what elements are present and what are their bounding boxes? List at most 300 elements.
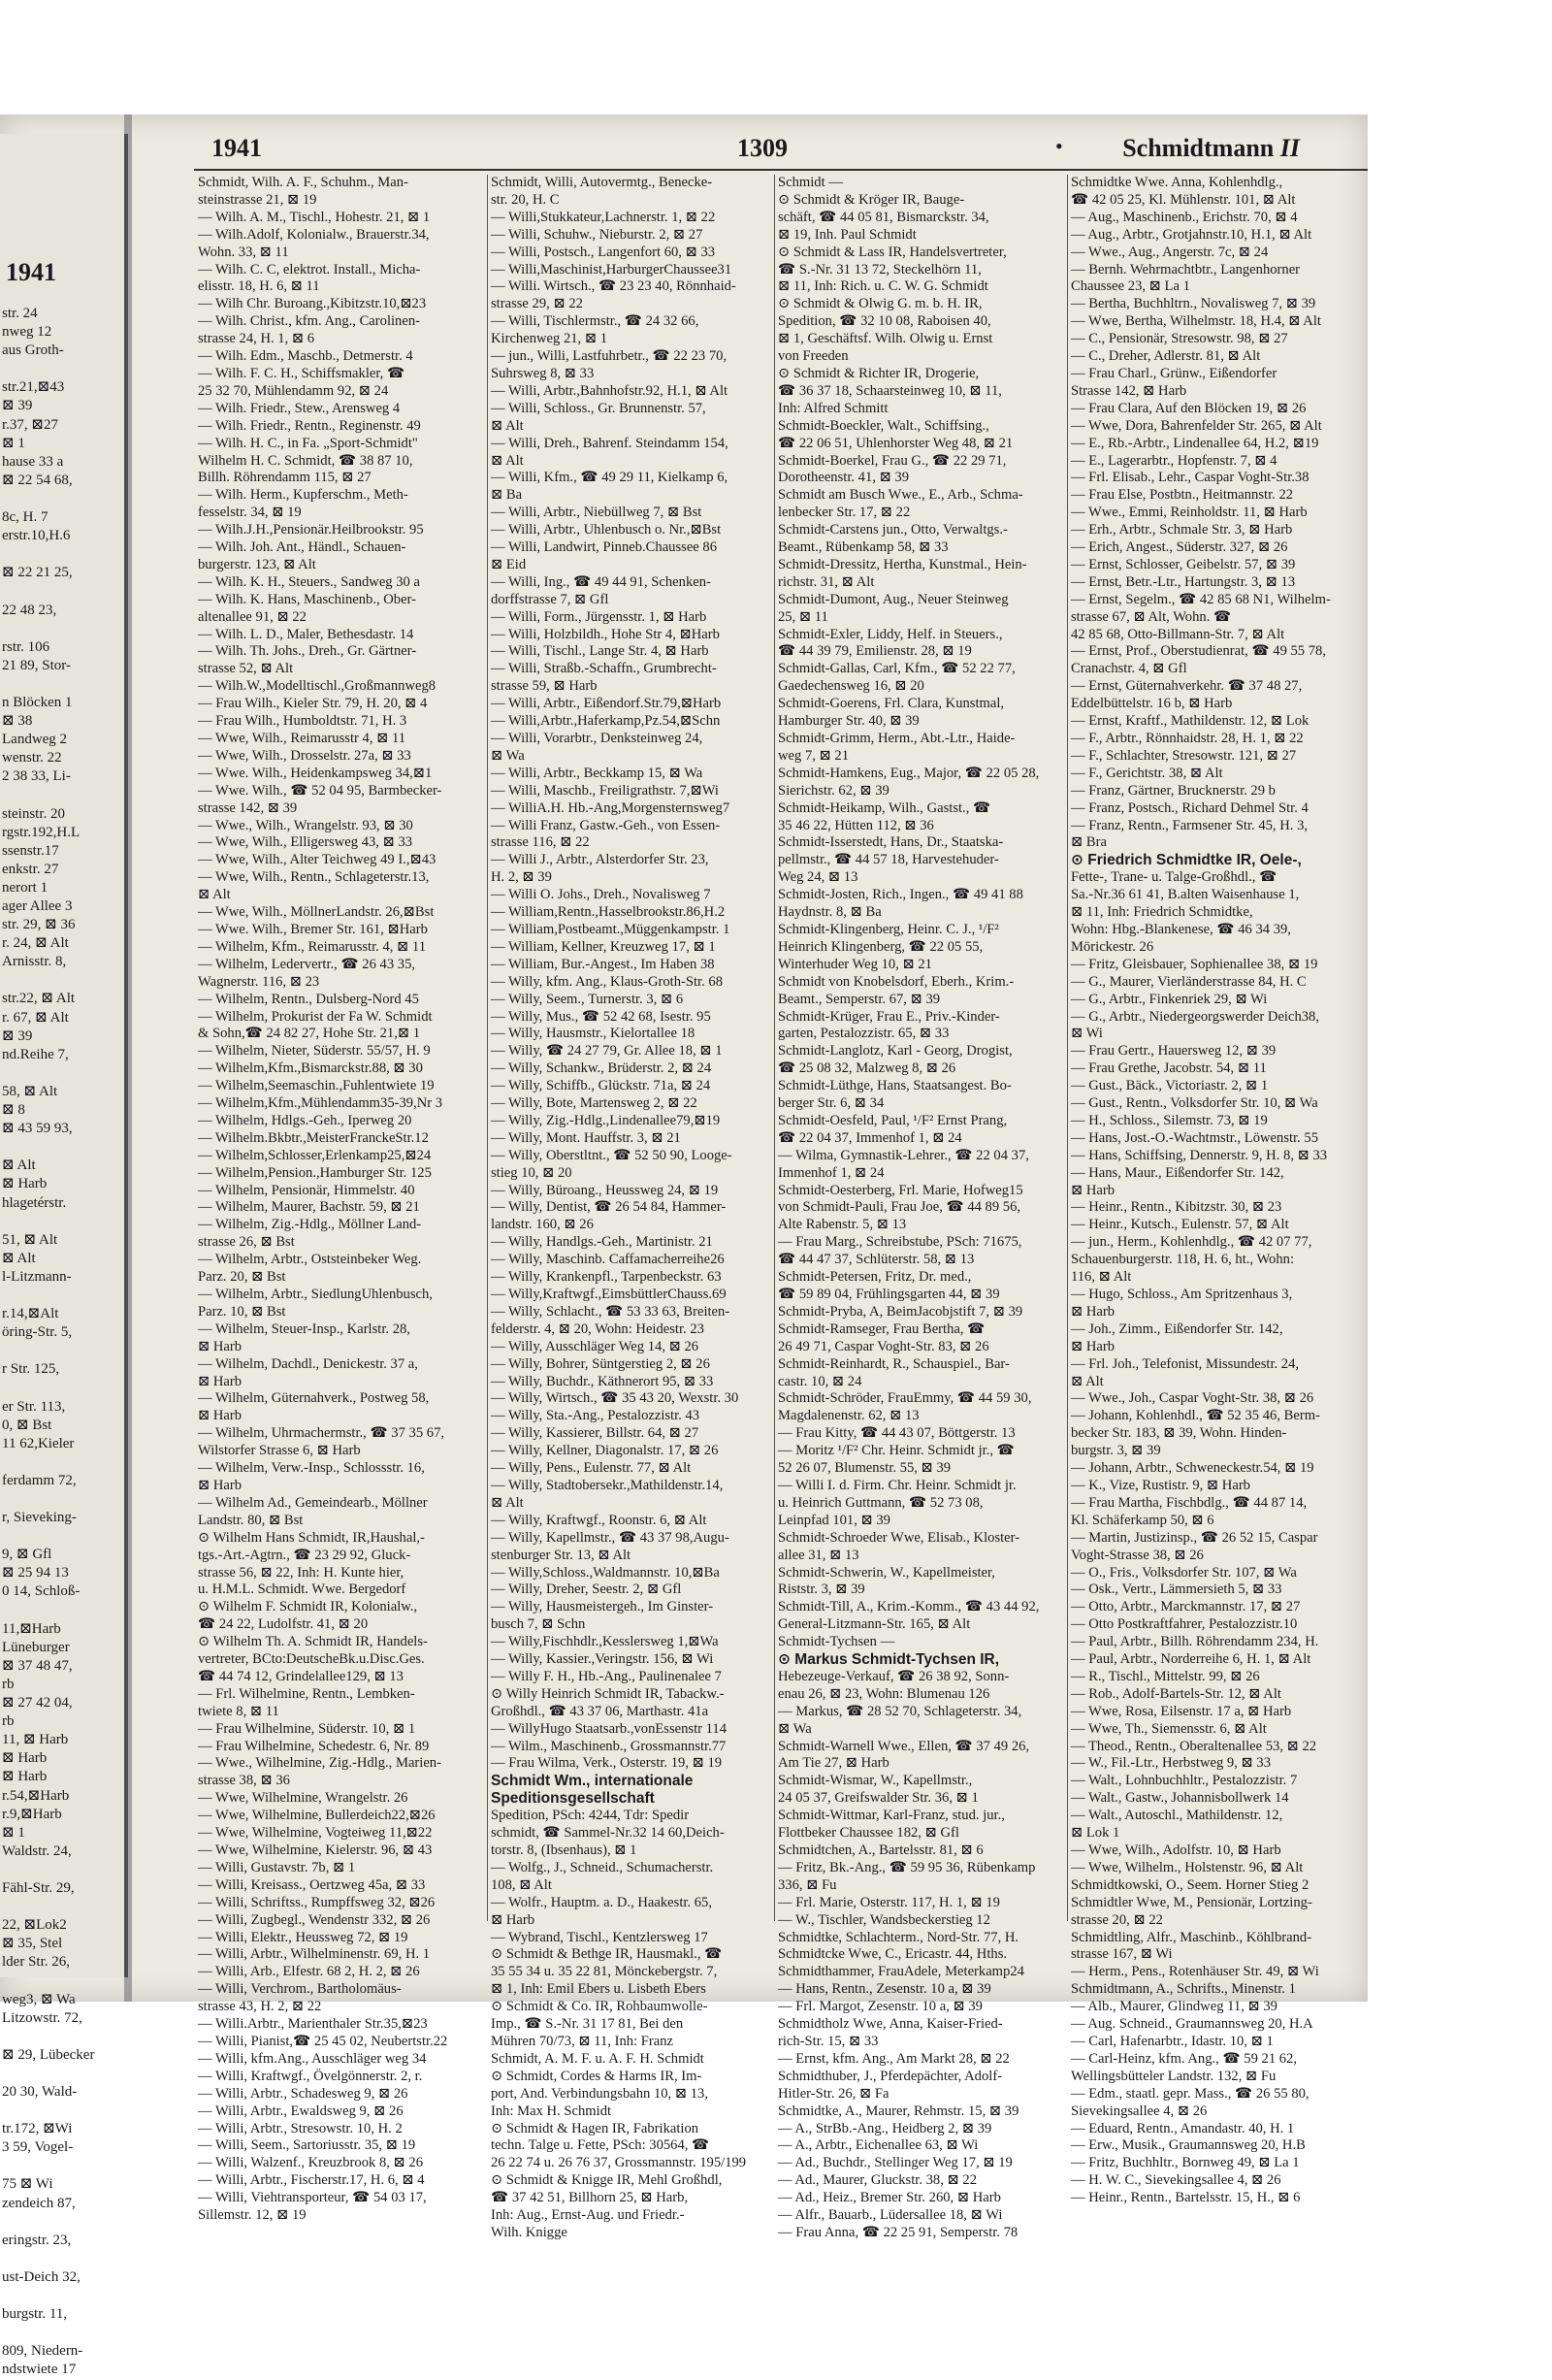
directory-entry-line: — A., StrBb.-Ang., Heidberg 2, ⊠ 39	[778, 2120, 992, 2136]
directory-entry-line: busch 7, ⊠ Schn	[491, 1616, 586, 1633]
directory-entry-line: strasse 59, ⊠ Harb	[491, 678, 598, 695]
directory-entry-line: ☎ 22 04 37, Immenhof 1, ⊠ 24	[778, 1129, 962, 1146]
directory-entry-line: — Willi, Arbtr., Ewaldsweg 9, ⊠ 26	[198, 2103, 404, 2119]
directory-entry-line: — Wwe, Rosa, Eilsenstr. 17 a, ⊠ Harb	[1071, 1703, 1292, 1719]
directory-entry-line: — Wilh. C. C, elektrot. Install., Micha-	[198, 261, 421, 277]
directory-entry-line: ☎ 22 06 51, Uhlenhorster Weg 48, ⊠ 21	[778, 435, 1014, 451]
directory-entry-line: — Willy, Schlacht., ☎ 53 33 63, Breiten-	[491, 1303, 730, 1320]
directory-entry-line: Schmidthuber, J., Pferdepächter, Adolf-	[778, 2068, 1003, 2084]
directory-entry-line: — C., Dreher, Adlerstr. 81, ⊠ Alt	[1071, 348, 1261, 365]
directory-entry-line: — Wilh. H. C., in Fa. „Sport-Schmidt"	[198, 435, 418, 451]
directory-entry-line: u. Heinrich Guttmann, ☎ 52 73 08,	[778, 1494, 984, 1511]
directory-entry-line: — Willi J., Arbtr., Alsterdorfer Str. 23,	[491, 852, 709, 868]
directory-entry-line: — Wilh. K. Hans, Maschinenb., Ober-	[198, 591, 417, 607]
directory-entry-line: Hamburger Str. 40, ⊠ 39	[778, 713, 920, 730]
directory-entry-line: — Willi, Arbtr.,Bahnhofstr.92, H.1, ⊠ Alt	[491, 382, 728, 399]
directory-entry-line: 42 85 68, Otto-Billmann-Str. 7, ⊠ Alt	[1071, 626, 1285, 642]
directory-entry-line: — Wwe. Wilh., Heidenkampsweg 34,⊠1	[198, 765, 433, 781]
previous-page-line: ⊠ 25 94 13	[2, 1565, 69, 1581]
directory-entry-line: — Frau Wilma, Verk., Osterstr. 19, ⊠ 19	[491, 1755, 723, 1772]
directory-entry-line: Schmidtke, A., Maurer, Rehmstr. 15, ⊠ 39	[778, 2103, 1019, 2119]
previous-page-line: erstr.10,H.6	[2, 528, 71, 544]
directory-entry-line: Landstr. 80, ⊠ Bst	[198, 1512, 304, 1528]
directory-entry-line: — Ernst, Güternahverkehr. ☎ 37 48 27,	[1071, 678, 1303, 695]
directory-entry-line: Schmidtler Wwe, M., Pensionär, Lortzing-	[1071, 1894, 1312, 1910]
directory-entry-line: ⊠ 1, Geschäftsf. Wilh. Olwig u. Ernst	[778, 331, 993, 347]
directory-entry-line: — Willy, Pens., Eulenstr. 77, ⊠ Alt	[491, 1460, 692, 1477]
previous-page-line	[0, 1138, 124, 1157]
directory-entry-line: Alte Rabenstr. 5, ⊠ 13	[778, 1217, 907, 1233]
previous-page-line	[0, 1213, 124, 1231]
directory-entry-line: — Willy, Dreher, Seestr. 2, ⊠ Gfl	[491, 1581, 682, 1598]
previous-page-line: ⊠ Harb	[2, 1769, 48, 1785]
directory-entry-line: — Erh., Arbtr., Schmale Str. 3, ⊠ Harb	[1071, 522, 1293, 538]
previous-page-line: 20 30, Wald-	[2, 2084, 78, 2100]
directory-entry-line: — Willi, Arb., Elfestr. 68 2, H. 2, ⊠ 26	[198, 1964, 420, 1980]
previous-page-line	[0, 545, 124, 564]
previous-page-line: 51, ⊠ Alt	[2, 1231, 58, 1248]
directory-entry-line: — Willi, Zugbegl., Wendenstr 332, ⊠ 26	[198, 1911, 431, 1928]
directory-entry-line: — Wwe, Dora, Bahrenfelder Str. 265, ⊠ Alt	[1071, 417, 1322, 434]
directory-entry-line: Parz. 20, ⊠ Bst	[198, 1269, 286, 1286]
directory-entry-line: Am Tie 27, ⊠ Harb	[778, 1755, 889, 1772]
directory-entry-line: 35 46 22, Hütten 112, ⊠ 36	[778, 817, 934, 833]
directory-entry-line: — Willi, Straßb.-Schaffn., Grumbrecht-	[491, 661, 717, 677]
directory-entry-line: strasse 116, ⊠ 22	[491, 834, 590, 851]
directory-entry-line: — Willi, Arbtr., Uhlenbusch o. Nr.,⊠Bst	[491, 522, 722, 538]
directory-entry-line: — Martin, Justizinsp., ☎ 26 52 15, Caspar	[1071, 1529, 1318, 1546]
directory-entry-line: ⊠ 11, Inh: Friedrich Schmidtke,	[1071, 904, 1253, 921]
directory-entry-line: — Wilhelm, Arbtr., Oststeinbeker Weg.	[198, 1252, 422, 1268]
directory-entry-line: enau 26, ⊠ 23, Wohn: Blumenau 126	[778, 1685, 990, 1702]
directory-entry-line: Beamt., Rübenkamp 58, ⊠ 33	[778, 539, 949, 556]
directory-entry-line: 336, ⊠ Fu	[778, 1876, 837, 1893]
directory-entry-line: strasse 142, ⊠ 39	[198, 799, 298, 816]
previous-page-line	[0, 2213, 124, 2232]
directory-entry-line: — Willi, Kfm., ☎ 49 29 11, Kielkamp 6,	[491, 470, 728, 486]
directory-entry-line: — Wilh. Joh. Ant., Händl., Schauen-	[198, 539, 406, 556]
directory-entry-line: — Wilhelm, Dachdl., Denickestr. 37 a,	[198, 1355, 418, 1372]
directory-entry-line: — Wwe, Wilh., Reimarusstr 4, ⊠ 11	[198, 731, 406, 746]
directory-entry-line: ⊠ Harb	[198, 1477, 242, 1493]
directory-entry-line: — Willy,Fischhdlr.,Kesslersweg 1,⊠Wa	[491, 1634, 719, 1650]
directory-entry-line: — Aug. Schneid., Graumannsweg 20, H.A	[1071, 2016, 1313, 2033]
directory-entry-line: — Willi,Maschinist,HarburgerChaussee31	[491, 261, 732, 277]
directory-entry-line: Schmidtholz Wwe, Anna, Kaiser-Fried-	[778, 2016, 1003, 2033]
directory-entry-line: — William, Kellner, Kreuzweg 17, ⊠ 1	[491, 938, 716, 955]
directory-entry-line: Schmidt-Josten, Rich., Ingen., ☎ 49 41 88	[778, 887, 1023, 903]
directory-entry-line: ⊙ Schmidt & Olwig G. m. b. H. IR,	[778, 296, 983, 312]
directory-entry-line: schäft, ☎ 44 05 81, Bismarckstr. 34,	[778, 209, 989, 225]
directory-entry-line: — Hans, Schiffsing, Dennerstr. 9, H. 8, ⊠ 33	[1071, 1147, 1328, 1163]
directory-entry-line: — Frau Martha, Fischbdlg., ☎ 44 87 14,	[1071, 1494, 1308, 1511]
directory-entry-line: — Paul, Arbtr., Billh. Röhrendamm 234, H.	[1071, 1634, 1319, 1650]
directory-entry-line: str. 20, H. C	[491, 191, 560, 208]
previous-page-line: enkstr. 27	[2, 861, 59, 877]
directory-entry-line: — Willy, ☎ 24 27 79, Gr. Allee 18, ⊠ 1	[491, 1043, 723, 1060]
directory-entry-line: schmidt, ☎ Sammel-Nr.32 14 60,Deich-	[491, 1825, 725, 1842]
directory-entry-line: ⊙ Schmidt & Knigge IR, Mehl Großhdl,	[491, 2172, 723, 2189]
directory-entry-line: Hebezeuge-Verkauf, ☎ 26 38 92, Sonn-	[778, 1668, 1010, 1684]
directory-entry-line: ☎ 25 08 32, Malzweg 8, ⊠ 26	[778, 1060, 956, 1077]
directory-entry-line: — Ad., Maurer, Gluckstr. 38, ⊠ 22	[778, 2172, 977, 2189]
previous-page-line	[0, 675, 124, 694]
directory-entry-line: Großhdl., ☎ 43 37 06, Marthastr. 41a	[491, 1703, 709, 1719]
directory-entry-line: ⊠ Lok 1	[1071, 1825, 1120, 1842]
directory-entry-line: Sierichstr. 62, ⊠ 39	[778, 782, 889, 799]
directory-entry-line: ⊠ Eid	[491, 556, 527, 572]
directory-entry-line: ⊠ Harb	[1071, 1338, 1116, 1354]
directory-entry-line: ⊙ Schmidt & Co. IR, Rohbaumwolle-	[491, 1999, 708, 2015]
previous-page-line: rb	[2, 1713, 15, 1730]
directory-entry-line: — Wwe, Wilh., Drosselstr. 27a, ⊠ 33	[198, 747, 411, 764]
previous-page-line: ssenstr.17	[2, 842, 59, 859]
column-3	[778, 175, 1065, 2240]
directory-entry-line: — Willi, Tischl., Lange Str. 4, ⊠ Harb	[491, 643, 709, 660]
directory-entry-line: — Ernst, Prof., Oberstudienrat, ☎ 49 55 78,	[1071, 643, 1326, 660]
directory-entry-line: — Frau Clara, Auf den Blöcken 19, ⊠ 26	[1071, 400, 1307, 416]
directory-entry-line: 26 22 74 u. 26 76 37, Grossmannstr. 195/199	[491, 2155, 747, 2171]
previous-page-line: r. 67, ⊠ Alt	[2, 1009, 69, 1026]
directory-entry-line: — Ernst, kfm. Ang., Am Markt 28, ⊠ 22	[778, 2050, 1010, 2067]
previous-page-line: ⊠ 8	[2, 1102, 25, 1119]
directory-entry-line: strasse 56, ⊠ 22, Inh: H. Kunte hier,	[198, 1564, 404, 1581]
directory-entry-line: — Willi, Tischlermstr., ☎ 24 32 66,	[491, 313, 699, 330]
directory-entry-line: — Wwe., Emmi, Reinholdstr. 11, ⊠ Harb	[1071, 505, 1308, 521]
directory-entry-line: strasse 26, ⊠ Bst	[198, 1234, 295, 1251]
directory-entry-line: — Frau Wilhelmine, Schedestr. 6, Nr. 89	[198, 1738, 430, 1754]
previous-page-line: Litzowstr. 72,	[2, 2009, 82, 2026]
directory-entry-line: ⊠ Wa	[491, 747, 525, 764]
directory-entry-line: — Wilhelm,Schlosser,Erlenkamp25,⊠24	[198, 1147, 432, 1163]
directory-entry-line: Schmidt, Wilh. A. F., Schuhm., Man-	[198, 175, 408, 190]
directory-entry-line: Mörickestr. 26	[1071, 938, 1154, 955]
directory-entry-line: — Willy, Kraftwgf., Roonstr. 6, ⊠ Alt	[491, 1512, 707, 1528]
directory-entry-line: Beamt., Semperstr. 67, ⊠ 39	[778, 991, 941, 1007]
directory-entry-line: — Willy, Dentist, ☎ 26 54 84, Hammer-	[491, 1199, 727, 1216]
directory-entry-line: — Wwe., Joh., Caspar Voght-Str. 38, ⊠ 26	[1071, 1390, 1314, 1407]
directory-entry-line: ⊙ Schmidt & Richter IR, Drogerie,	[778, 365, 980, 381]
directory-entry-line: — G., Arbtr., Finkenriek 29, ⊠ Wi	[1071, 991, 1268, 1007]
directory-entry-line: castr. 10, ⊠ 24	[778, 1373, 862, 1389]
previous-page-line: Fähl-Str. 29,	[2, 1879, 75, 1896]
directory-entry-line: 116, ⊠ Alt	[1071, 1269, 1132, 1286]
previous-page-line: ⊠ 1	[2, 1824, 25, 1841]
previous-page-line: r.37, ⊠27	[2, 416, 58, 433]
directory-entry-line: — Wwe, Wilhelmine, Vogteiweg 11,⊠22	[198, 1825, 433, 1842]
directory-entry-line: — Willi, Walzenf., Kreuzbrook 8, ⊠ 26	[198, 2155, 424, 2171]
directory-entry-line: — Frl. Elisab., Lehr., Caspar Voght-Str.38	[1071, 470, 1310, 486]
directory-entry-line: — Wwe, Wilhelm., Holstenstr. 96, ⊠ Alt	[1071, 1859, 1304, 1875]
previous-page-year: 1941	[6, 258, 56, 286]
directory-entry-line: — Frau Grethe, Jacobstr. 54, ⊠ 11	[1071, 1060, 1267, 1077]
previous-page-line: 11, ⊠ Harb	[2, 1732, 69, 1748]
directory-entry-line: — Willi, kfm.Ang., Ausschläger weg 34	[198, 2050, 427, 2067]
directory-entry-line: — Wilh.W.,Modelltischl.,Großmannweg8	[198, 678, 436, 695]
previous-page-line: 11,⊠Harb	[2, 1620, 61, 1637]
previous-page-line: ⊠ 37 48 47,	[2, 1657, 73, 1674]
directory-entry-line: — Markus, ☎ 28 52 70, Schlageterstr. 34,	[778, 1703, 1022, 1719]
previous-page-line: zendeich 87,	[2, 2195, 76, 2211]
directory-entry-line: General-Litzmann-Str. 165, ⊠ Alt	[778, 1616, 971, 1633]
directory-entry-line: — Willi, Elektr., Heussweg 72, ⊠ 19	[198, 1929, 408, 1945]
page-header	[194, 130, 1368, 171]
previous-page-line: ⊠ 39	[2, 1027, 33, 1044]
directory-entry-line: Inh: Max H. Schmidt	[491, 2103, 612, 2119]
previous-page-line	[0, 490, 124, 508]
previous-page-line: Lüneburger	[2, 1639, 70, 1655]
previous-page-line	[0, 1972, 124, 1990]
directory-entry-line: — Franz, Rentn., Farmsener Str. 45, H. 3,	[1071, 817, 1309, 833]
directory-entry-line: — Ernst, Betr.-Ltr., Hartungstr. 3, ⊠ 13	[1071, 573, 1296, 590]
directory-entry-line: Schmidt-Ramseger, Frau Bertha, ☎	[778, 1320, 986, 1337]
directory-entry-line: — Willy, Kellner, Diagonalstr. 17, ⊠ 26	[491, 1443, 719, 1459]
directory-entry-line: — Willy, Schankw., Brüderstr. 2, ⊠ 24	[491, 1060, 712, 1077]
directory-entry-line: — Willi, Schuhw., Nieburstr. 2, ⊠ 27	[491, 226, 703, 243]
directory-entry-line: — Wwe, Wilh., Alter Teichweg 49 I.,⊠43	[198, 852, 436, 868]
directory-entry-line: — Wilhelm,Kfm.,Bismarckstr.88, ⊠ 30	[198, 1060, 423, 1077]
previous-page-line: str. 29, ⊠ 36	[2, 917, 76, 933]
directory-entry-line: — Willi, Postsch., Langenfort 60, ⊠ 33	[491, 244, 716, 260]
previous-page-line: 22 48 23,	[2, 602, 57, 618]
previous-page-line: wenstr. 22	[2, 750, 62, 766]
directory-entry-line: Imp., ☎ S.-Nr. 31 17 81, Bei den	[491, 2016, 684, 2033]
directory-entry-line: — Willi, Arbtr., Wilhelminenstr. 69, H. 1	[198, 1946, 431, 1963]
directory-entry-line: Schmidtling, Alfr., Maschinb., Köhlbrand-	[1071, 1929, 1312, 1945]
directory-entry-line: — Willi, Maschb., Freiligrathstr. 7,⊠Wi	[491, 782, 719, 799]
previous-page-line: hause 33 a	[2, 453, 64, 470]
previous-page-line: 9, ⊠ Gfl	[2, 1547, 52, 1563]
directory-entry-line: Parz. 10, ⊠ Bst	[198, 1303, 286, 1320]
directory-entry-line: — Wilh. Th. Johs., Dreh., Gr. Gärtner-	[198, 643, 417, 660]
column-divider	[774, 175, 775, 1921]
previous-page-line: 58, ⊠ Alt	[2, 1083, 58, 1099]
previous-page-line: 2 38 33, Li-	[2, 768, 71, 785]
previous-page-line: ager Allee 3	[2, 898, 73, 914]
directory-entry-line: Voght-Strasse 38, ⊠ 26	[1071, 1547, 1204, 1563]
directory-entry-line: Leinpfad 101, ⊠ 39	[778, 1512, 890, 1528]
previous-page-line: ferdamm 72,	[2, 1472, 77, 1488]
directory-entry-line: — Wilh Chr. Buroang.,Kibitzstr.10,⊠23	[198, 296, 427, 312]
previous-page-line	[0, 620, 124, 638]
directory-entry-line: — Willi, Kraftwgf., Övelgönnerstr. 2, r.	[198, 2068, 423, 2084]
directory-entry-line: port, And. Verbindungsbahn 10, ⊠ 13,	[491, 2085, 708, 2102]
directory-entry-line: ☎ 36 37 18, Schaarsteinweg 10, ⊠ 11,	[778, 382, 1002, 399]
directory-entry-line: strasse 24, H. 1, ⊠ 6	[198, 331, 315, 347]
directory-entry-line: tgs.-Art.-Agtrn., ☎ 23 29 92, Gluck-	[198, 1547, 411, 1563]
directory-entry-line: Schmidt-Wittmar, Karl-Franz, stud. jur.,	[778, 1808, 1005, 1824]
directory-entry-line: ⊙ Schmidt, Cordes & Harms IR, Im-	[491, 2068, 702, 2084]
previous-page-line	[0, 1453, 124, 1472]
directory-entry-line: — William,Rentn.,Hasselbrookstr.86,H.2	[491, 904, 726, 921]
book-gutter	[124, 114, 132, 2002]
previous-page-line	[0, 2157, 124, 2175]
directory-entry-line: — Frau Gertr., Hauersweg 12, ⊠ 39	[1071, 1043, 1277, 1060]
directory-entry-line: — Willi I. d. Firm. Chr. Heinr. Schmidt jr.	[778, 1477, 1017, 1493]
directory-entry-line: & Sohn,☎ 24 82 27, Hohe Str. 21,⊠ 1	[198, 1026, 421, 1042]
previous-page-line: ust-Deich 32,	[2, 2268, 81, 2285]
previous-page-line: ⊠ Harb	[2, 1176, 48, 1192]
directory-entry-line: — Aug., Arbtr., Grotjahnstr.10, H.1, ⊠ Alt	[1071, 226, 1312, 243]
directory-entry-line: — Wwe, Th., Siemensstr. 6, ⊠ Alt	[1071, 1720, 1267, 1737]
directory-entry-line: — Willy, Zig.-Hdlg.,Lindenallee79,⊠19	[491, 1112, 721, 1128]
directory-entry-line: Schmidt-Boerkel, Frau G., ☎ 22 29 71,	[778, 452, 1007, 469]
directory-entry-line: ⊠ Harb	[1071, 1303, 1116, 1320]
previous-page-line: nweg 12	[2, 324, 52, 341]
previous-page-line: r Str. 125,	[2, 1361, 60, 1378]
directory-entry-line: fesselstr. 34, ⊠ 19	[198, 505, 302, 521]
directory-entry-line: — Wilhelm,Kfm.,Mühlendamm35-39,Nr 3	[198, 1095, 443, 1112]
directory-entry-line: ⊠ Alt	[491, 417, 524, 434]
directory-entry-line: von Freeden	[778, 348, 849, 365]
directory-entry-line: Schmidthammer, FrauAdele, Meterkamp24	[778, 1964, 1024, 1980]
directory-entry-line: — Willy, kfm. Ang., Klaus-Groth-Str. 68	[491, 973, 723, 990]
directory-entry-line: Wohn: Hbg.-Blankenese, ☎ 46 34 39,	[1071, 921, 1291, 937]
directory-entry-line: 52 26 07, Blumenstr. 55, ⊠ 39	[778, 1460, 952, 1477]
directory-entry-line: ⊠ Bra	[1071, 834, 1107, 851]
directory-entry-line: — Herm., Pens., Rotenhäuser Str. 49, ⊠ Wi	[1071, 1964, 1319, 1980]
directory-entry-line: — Willi.Arbtr., Marienthaler Str.35,⊠23	[198, 2016, 428, 2033]
directory-entry-line: — F., Schlachter, Stresowstr. 121, ⊠ 27	[1071, 747, 1297, 764]
directory-entry-line: ⊠ Harb	[198, 1408, 242, 1424]
directory-entry-line: — E., Lagerarbtr., Hopfenstr. 7, ⊠ 4	[1071, 452, 1277, 469]
directory-entry-line: ⊙ Wilhelm Th. A. Schmidt IR, Handels-	[198, 1634, 428, 1650]
directory-entry-line: — Willy, Hausmstr., Kielortallee 18	[491, 1026, 695, 1042]
previous-page-line: ⊠ 38	[2, 713, 33, 730]
directory-entry-line: Schmidt-Reinhardt, R., Schauspiel., Bar-	[778, 1355, 1010, 1372]
directory-entry-line: — Frau Wilh., Kieler Str. 79, H. 20, ⊠ 4	[198, 696, 428, 712]
previous-page-line: 21 89, Stor-	[2, 657, 71, 673]
directory-entry-line: ⊠ Harb	[198, 1338, 242, 1354]
directory-entry-line: ⊙ Schmidt & Bethge IR, Hausmakl., ☎	[491, 1946, 723, 1963]
directory-entry-line: — Wilh. Friedr., Rentn., Reginenstr. 49	[198, 417, 421, 434]
directory-entry-line: — F., Gerichtstr. 38, ⊠ Alt	[1071, 765, 1223, 781]
directory-entry-line: — Walt., Autoschl., Mathildenstr. 12,	[1071, 1808, 1283, 1824]
previous-page-line	[0, 1527, 124, 1546]
previous-page-line: ⊠ 27 42 04,	[2, 1695, 73, 1712]
directory-entry-line: Inh: Aug., Ernst-Aug. und Friedr.-	[491, 2207, 685, 2224]
directory-entry-line: dorffstrasse 7, ⊠ Gfl	[491, 591, 609, 607]
directory-entry-line: Schmidt-Schroeder Wwe, Elisab., Kloster-	[778, 1529, 1020, 1546]
directory-entry-line: — Bernh. Wehrmachtbtr., Langenhorner	[1071, 261, 1301, 277]
directory-entry-line: strasse 29, ⊠ 22	[491, 296, 583, 312]
previous-page-line: 0, ⊠ Bst	[2, 1417, 52, 1433]
directory-entry-line: berger Str. 6, ⊠ 34	[778, 1095, 885, 1112]
directory-entry-line: Winterhuder Weg 10, ⊠ 21	[778, 956, 932, 972]
previous-page-line	[0, 2028, 124, 2046]
directory-entry-line: Schmidt-Dumont, Aug., Neuer Steinweg	[778, 591, 1009, 607]
previous-page-line: lder Str. 26,	[2, 1954, 70, 1971]
previous-page-line: nd.Reihe 7,	[2, 1046, 69, 1062]
directory-entry-line: — Wwe, Wilh., Adolfstr. 10, ⊠ Harb	[1071, 1842, 1281, 1858]
directory-entry-line: — Wilh. L. D., Maler, Bethesdastr. 14	[198, 626, 414, 642]
directory-entry-line: — C., Pensionär, Stresowstr. 98, ⊠ 27	[1071, 331, 1288, 347]
directory-entry-line: — Willi O. Johs., Dreh., Novalisweg 7	[491, 887, 711, 903]
directory-entry-line: — Ernst, Schlosser, Geibelstr. 57, ⊠ 39	[1071, 556, 1296, 572]
directory-entry-line: H. 2, ⊠ 39	[491, 869, 552, 886]
previous-page-line	[0, 1602, 124, 1620]
directory-entry-line: — Wwe., Aug., Angerstr. 7c, ⊠ 24	[1071, 244, 1269, 260]
previous-page-line: Landweg 2	[2, 732, 68, 748]
previous-page-line	[0, 2324, 124, 2342]
directory-entry-line: — Wilh. A. M., Tischl., Hohestr. 21, ⊠ 1	[198, 209, 431, 225]
directory-entry-line: — Alb., Maurer, Glindweg 11, ⊠ 39	[1071, 1999, 1277, 2015]
directory-entry-line: — Willy, Kapellmstr., ☎ 43 37 98,Augu-	[491, 1529, 729, 1546]
directory-entry-line: — Wilhelm,Pension.,Hamburger Str. 125	[198, 1164, 432, 1181]
directory-entry-line: twiete 8, ⊠ 11	[198, 1703, 279, 1719]
previous-page-line: Arnisstr. 8,	[2, 954, 67, 970]
directory-entry-line: — Johann, Arbtr., Schweneckestr.54, ⊠ 19	[1071, 1460, 1314, 1477]
column-4	[1071, 175, 1364, 2206]
directory-entry-line: Eddelbüttelstr. 16 b, ⊠ Harb	[1071, 696, 1233, 712]
directory-entry-line: — Wolfg., J., Schneid., Schumacherstr.	[491, 1859, 714, 1875]
directory-entry-line: — Walt., Lohnbuchhltr., Pestalozzistr. 7	[1071, 1773, 1298, 1789]
previous-page-line: 809, Niedern-	[2, 2343, 83, 2360]
previous-page-line	[0, 2102, 124, 2120]
directory-entry-line: — Willi, Arbtr., Schadesweg 9, ⊠ 26	[198, 2085, 408, 2102]
directory-entry-line: 108, ⊠ Alt	[491, 1876, 552, 1893]
directory-entry-line: Billh. Röhrendamm 115, ⊠ 27	[198, 470, 372, 486]
directory-entry-line: garten, Pestalozzistr. 65, ⊠ 33	[778, 1026, 950, 1042]
previous-page-line: aus Groth-	[2, 342, 64, 359]
directory-entry-line: — Willi, Seem., Sartoriusstr. 35, ⊠ 19	[198, 2137, 416, 2154]
directory-entry-line: Schmidt-Heikamp, Wilh., Gastst., ☎	[778, 799, 991, 816]
previous-page-line: n Blöcken 1	[2, 694, 73, 710]
directory-entry-line: Schmidt-Grimm, Herm., Abt.-Ltr., Haide-	[778, 731, 1016, 746]
directory-entry-line: — Willy, Mont. Hauffstr. 3, ⊠ 21	[491, 1129, 681, 1146]
directory-entry-line: — Wilma, Gymnastik-Lehrer., ☎ 22 04 37,	[778, 1147, 1029, 1163]
directory-entry-line: — Wwe, Wilhelmine, Bullerdeich22,⊠26	[198, 1808, 436, 1824]
previous-page-line: rgstr.192,H.L	[2, 824, 81, 840]
directory-entry-line: — H. W. C., Sievekingsallee 4, ⊠ 26	[1071, 2172, 1281, 2189]
previous-page-line: r.54,⊠Harb	[2, 1787, 70, 1804]
directory-entry-line: ☎ 42 05 25, Kl. Mühlenstr. 101, ⊠ Alt	[1071, 191, 1296, 208]
directory-entry-line: — Willy, Bohrer, Süntgerstieg 2, ⊠ 26	[491, 1355, 710, 1372]
directory-entry-line: — Aug., Maschinenb., Erichstr. 70, ⊠ 4	[1071, 209, 1298, 225]
directory-entry-line: — Bertha, Buchhltrn., Novalisweg 7, ⊠ 39	[1071, 296, 1316, 312]
directory-entry-line: — Willi, Viehtransporteur, ☎ 54 03 17,	[198, 2190, 427, 2206]
previous-page-line: tr.172, ⊠Wi	[2, 2121, 73, 2137]
directory-entry-line: — Willy, Ausschläger Weg 14, ⊠ 26	[491, 1338, 699, 1354]
previous-page-line: r.9,⊠Harb	[2, 1806, 62, 1822]
directory-entry-line: ⊠ Harb	[1071, 1182, 1116, 1198]
previous-page-lines	[0, 305, 124, 2380]
directory-entry-line: — Wilhelm, Kfm., Reimarusstr. 4, ⊠ 11	[198, 938, 426, 955]
directory-entry-line: Schmidt-Dressitz, Hertha, Kunstmal., Hein-	[778, 556, 1027, 572]
directory-entry-line: Spedition, PSch: 4244, Tdr: Spedir	[491, 1808, 690, 1824]
directory-entry-line: — Carl-Heinz, kfm. Ang., ☎ 59 21 62,	[1071, 2050, 1298, 2067]
directory-entry-line: elisstr. 18, H. 6, ⊠ 11	[198, 278, 320, 295]
directory-entry-line: Schmidt-Isserstedt, Hans, Dr., Staatska-	[778, 834, 1004, 851]
previous-page-line: str.22, ⊠ Alt	[2, 991, 76, 1007]
directory-entry-line: — Fritz, Gleisbauer, Sophienallee 38, ⊠ 19	[1071, 956, 1318, 972]
directory-entry-line: — Wwe., Wilh., Wrangelstr. 93, ⊠ 30	[198, 817, 413, 833]
previous-page-line: rb	[2, 1676, 15, 1692]
directory-entry-line: — Willy, Schiffb., Glückstr. 71a, ⊠ 24	[491, 1078, 711, 1094]
directory-entry-line: — Fritz, Bk.-Ang., ☎ 59 95 36, Rübenkamp	[778, 1859, 1036, 1875]
directory-entry-line: Schmidtmann, A., Schrifts., Minenstr. 1	[1071, 1981, 1296, 1998]
directory-entry-line: Schmidtke Wwe. Anna, Kohlenhdlg.,	[1071, 175, 1283, 190]
directory-entry-line: techn. Talge u. Fette, PSch: 30564, ☎	[491, 2137, 710, 2154]
column-divider	[1067, 175, 1068, 1921]
directory-entry-line: — G., Arbtr., Niedergeorgswerder Deich38,	[1071, 1008, 1320, 1025]
directory-entry-line: Fette-, Trane- u. Talge-Großhdl., ☎	[1071, 869, 1277, 886]
directory-entry-line: — Wilh.J.H.,Pensionär.Heilbrookstr. 95	[198, 522, 424, 538]
directory-entry-line: — R., Tischl., Mittelstr. 99, ⊠ 26	[1071, 1668, 1260, 1684]
directory-entry-line: ⊙ Friedrich Schmidtke IR, Oele-,	[1071, 852, 1302, 869]
directory-entry-line: Heinrich Klingenberg, ☎ 22 05 55,	[778, 938, 984, 955]
directory-entry-line: Hitler-Str. 26, ⊠ Fa	[778, 2085, 889, 2102]
